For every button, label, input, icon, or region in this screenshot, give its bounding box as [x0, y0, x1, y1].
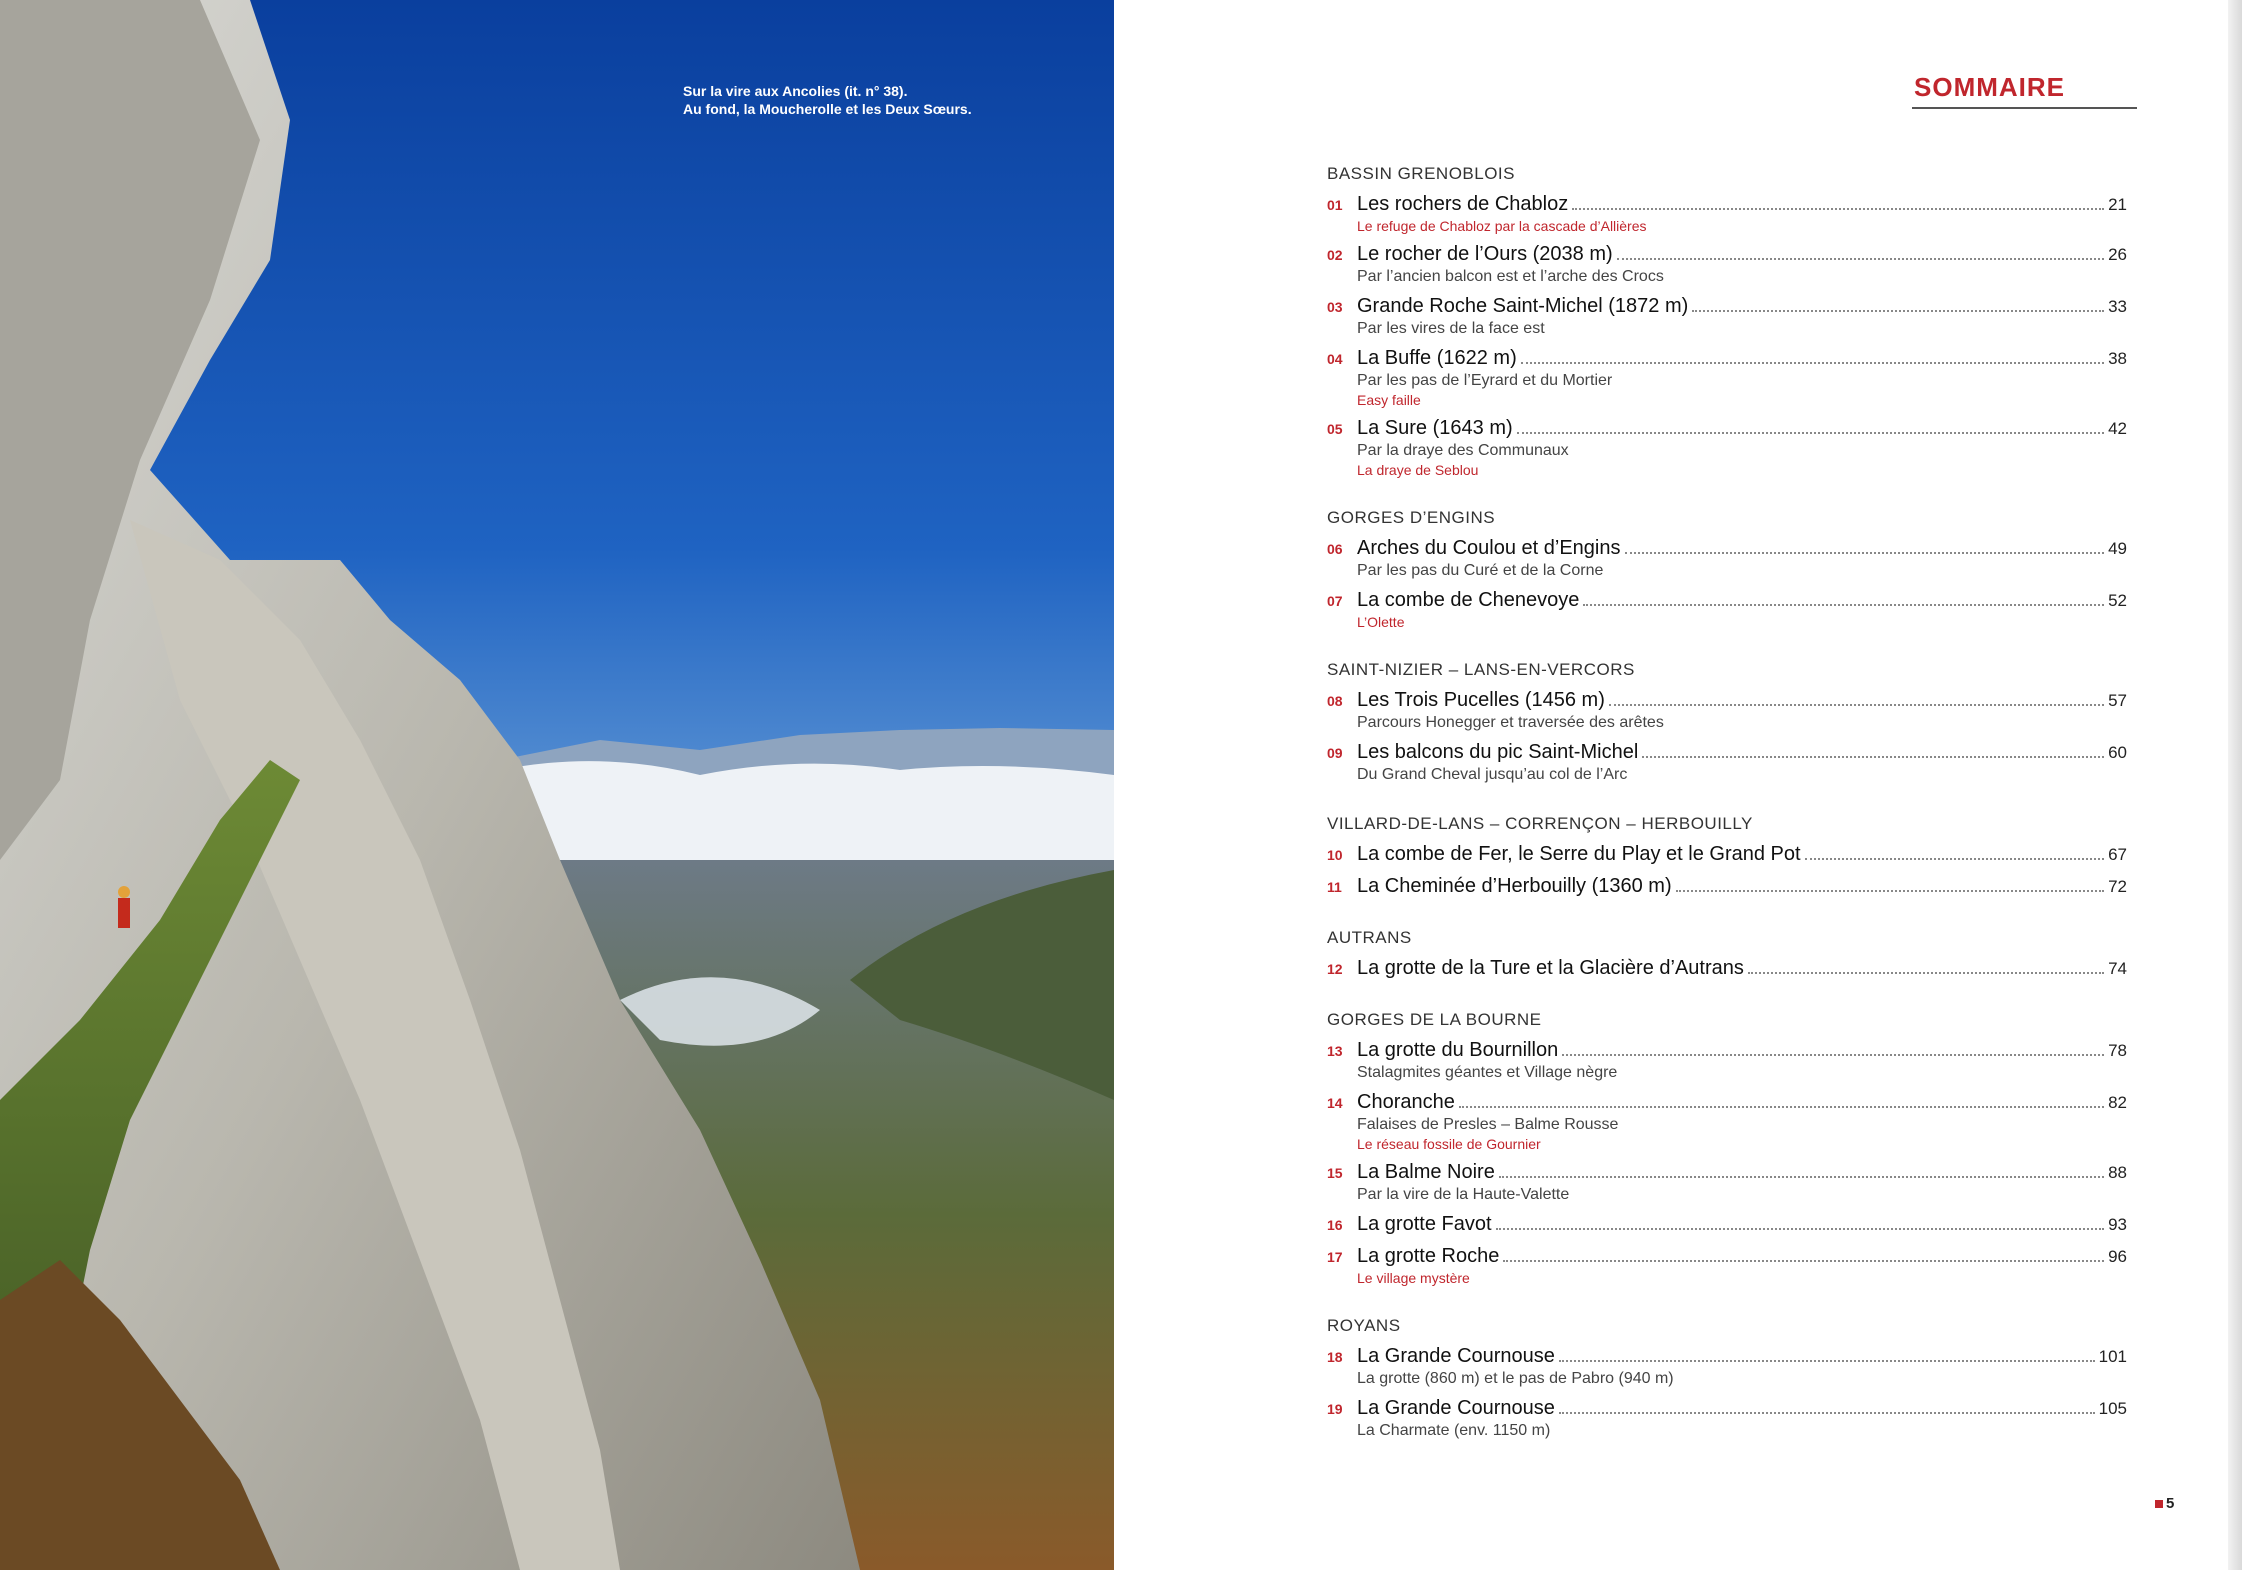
toc-section [1327, 813, 2127, 899]
toc-entry[interactable] [1327, 955, 2127, 981]
toc-section [1327, 927, 2127, 981]
toc-entry[interactable] [1327, 587, 2127, 631]
mountain-landscape-image [0, 0, 1114, 1570]
dot-leader [1609, 704, 2104, 706]
dot-leader [1459, 1106, 2104, 1108]
entry-title: La Cheminée d’Herbouilly (1360 m) [1357, 875, 1672, 897]
entry-page-number: 101 [2098, 1347, 2127, 1366]
caption-line-1: Sur la vire aux Ancolies (it. n° 38). [683, 83, 908, 99]
entry-number: 05 [1327, 421, 1343, 437]
entry-title: Choranche [1357, 1091, 1455, 1113]
dot-leader [1496, 1228, 2105, 1230]
entry-number: 19 [1327, 1401, 1343, 1417]
dot-leader [1572, 208, 2104, 210]
entry-note: L’Olette [1357, 614, 1405, 630]
dot-leader [1583, 604, 2104, 606]
entry-title: Les Trois Pucelles (1456 m) [1357, 689, 1605, 711]
toc-section [1327, 507, 2127, 631]
entry-number: 10 [1327, 847, 1343, 863]
entry-page-number: 105 [2098, 1399, 2127, 1418]
entry-page-number: 60 [2108, 743, 2127, 762]
entry-number: 17 [1327, 1249, 1343, 1265]
toc-entry[interactable] [1327, 241, 2127, 287]
toc-entry-line [1327, 1395, 2127, 1421]
entry-title: La combe de Fer, le Serre du Play et le Grand Pot [1357, 843, 1801, 865]
entry-subtitle: Par les pas du Curé et de la Corne [1357, 562, 1604, 579]
entry-page-number: 26 [2108, 245, 2127, 264]
entry-number: 14 [1327, 1095, 1343, 1111]
entry-subtitle: Par l’ancien balcon est et l’arche des Crocs [1357, 268, 1664, 285]
toc-entry[interactable] [1327, 415, 2127, 479]
entry-page-number: 74 [2108, 959, 2127, 978]
entry-number: 11 [1327, 879, 1342, 895]
toc-entry[interactable] [1327, 739, 2127, 785]
toc-entry[interactable] [1327, 345, 2127, 409]
toc-entry-line [1327, 1089, 2127, 1115]
entry-page-number: 93 [2108, 1215, 2127, 1234]
page-edge [2228, 0, 2242, 1570]
section-heading: VILLARD-DE-LANS – CORRENÇON – HERBOUILLY [1327, 814, 1753, 833]
toc-entry-line [1327, 955, 2127, 981]
entry-title: Les rochers de Chabloz [1357, 193, 1569, 215]
entry-page-number: 52 [2108, 591, 2127, 610]
entry-number: 09 [1327, 745, 1343, 761]
toc-entry-line [1327, 415, 2127, 441]
entry-number: 02 [1327, 247, 1343, 263]
entry-page-number: 78 [2108, 1041, 2127, 1060]
entry-note: Le village mystère [1357, 1270, 1470, 1286]
section-heading: ROYANS [1327, 1316, 1401, 1335]
entry-subtitle: La Charmate (env. 1150 m) [1357, 1422, 1551, 1439]
page-title: SOMMAIRE [1914, 72, 2065, 102]
dot-leader [1805, 858, 2105, 860]
dot-leader [1642, 756, 2104, 758]
entry-number: 03 [1327, 299, 1343, 315]
entry-title: Le rocher de l’Ours (2038 m) [1357, 243, 1613, 265]
contents-page [1114, 0, 2228, 1570]
entry-page-number: 96 [2108, 1247, 2127, 1266]
photo-caption [683, 82, 1023, 118]
page-number [2155, 1495, 2174, 1512]
toc-entry-line [1327, 1243, 2127, 1269]
entry-note: Easy faille [1357, 392, 1421, 408]
dot-leader [1617, 258, 2104, 260]
entry-subtitle: Stalagmites géantes et Village nègre [1357, 1064, 1618, 1081]
toc-entry-line [1327, 1159, 2127, 1185]
section-heading: GORGES DE LA BOURNE [1327, 1010, 1542, 1029]
dot-leader [1625, 552, 2105, 554]
entry-subtitle: Par les vires de la face est [1357, 320, 1545, 337]
entry-title: Les balcons du pic Saint-Michel [1357, 741, 1639, 763]
title-underline [1912, 107, 2137, 109]
entry-number: 12 [1327, 961, 1343, 977]
toc-entry[interactable] [1327, 535, 2127, 581]
section-heading: AUTRANS [1327, 928, 1412, 947]
toc-entry[interactable] [1327, 841, 2127, 867]
toc-entry[interactable] [1327, 1395, 2127, 1441]
toc-entry-line [1327, 1343, 2127, 1369]
toc-entry[interactable] [1327, 687, 2127, 733]
toc-section [1327, 659, 2127, 785]
toc-entry-line [1327, 873, 2127, 899]
toc-entry[interactable] [1327, 1211, 2127, 1237]
toc-section [1327, 1315, 2127, 1441]
entry-note: Le refuge de Chabloz par la cascade d’Allières [1357, 218, 1647, 234]
toc-entry-line [1327, 293, 2127, 319]
toc-entry-line [1327, 191, 2127, 217]
dot-leader [1562, 1054, 2104, 1056]
entry-title: Arches du Coulou et d’Engins [1357, 537, 1621, 559]
toc-entry[interactable] [1327, 873, 2127, 899]
entry-subtitle: Par la vire de la Haute-Valette [1357, 1186, 1570, 1203]
entry-number: 07 [1327, 593, 1343, 609]
entry-subtitle: Du Grand Cheval jusqu’au col de l’Arc [1357, 766, 1628, 783]
entry-title: La grotte du Bournillon [1357, 1039, 1559, 1061]
dot-leader [1503, 1260, 2104, 1262]
entry-subtitle: Par les pas de l’Eyrard et du Mortier [1357, 372, 1613, 389]
section-heading: SAINT-NIZIER – LANS-EN-VERCORS [1327, 660, 1635, 679]
entry-page-number: 88 [2108, 1163, 2127, 1182]
dot-leader [1692, 310, 2104, 312]
toc-entry-line [1327, 535, 2127, 561]
entry-subtitle: Par la draye des Communaux [1357, 442, 1569, 459]
mountain-photo [0, 0, 1114, 1570]
dot-leader [1748, 972, 2104, 974]
entry-page-number: 82 [2108, 1093, 2127, 1112]
toc-entry[interactable] [1327, 1343, 2127, 1389]
entry-note: La draye de Seblou [1357, 462, 1479, 478]
section-heading: GORGES D’ENGINS [1327, 508, 1496, 527]
toc-entry[interactable] [1327, 1037, 2127, 1083]
entry-title: La grotte de la Ture et la Glacière d’Autrans [1357, 957, 1744, 979]
entry-page-number: 38 [2108, 349, 2127, 368]
toc-entry[interactable] [1327, 1159, 2127, 1205]
entry-number: 01 [1327, 197, 1343, 213]
entry-note: Le réseau fossile de Gournier [1357, 1136, 1541, 1152]
entry-page-number: 67 [2108, 845, 2127, 864]
page-number-value: 5 [2166, 1495, 2175, 1512]
toc-section [1327, 1009, 2127, 1287]
dot-leader [1521, 362, 2104, 364]
toc-entry-line [1327, 241, 2127, 267]
toc-entry-line [1327, 841, 2127, 867]
toc-entry[interactable] [1327, 191, 2127, 235]
dot-leader [1676, 890, 2104, 892]
folio-square-icon [2155, 1500, 2163, 1508]
entry-title: Grande Roche Saint-Michel (1872 m) [1357, 295, 1689, 317]
entry-page-number: 72 [2108, 877, 2127, 896]
entry-title: La Sure (1643 m) [1357, 417, 1513, 439]
toc-entry[interactable] [1327, 293, 2127, 339]
toc-entry-line [1327, 739, 2127, 765]
entry-number: 16 [1327, 1217, 1343, 1233]
entry-subtitle: Falaises de Presles – Balme Rousse [1357, 1116, 1619, 1133]
entry-number: 06 [1327, 541, 1343, 557]
caption-line-2: Au fond, la Moucherolle et les Deux Sœurs. [683, 101, 972, 117]
section-heading: BASSIN GRENOBLOIS [1327, 164, 1515, 183]
toc-entry-line [1327, 687, 2127, 713]
toc-section [1327, 163, 2127, 479]
entry-title: La grotte Favot [1357, 1213, 1492, 1235]
entry-subtitle: Parcours Honegger et traversée des arêtes [1357, 714, 1664, 731]
entry-title: La Grande Cournouse [1357, 1345, 1555, 1367]
entry-page-number: 57 [2108, 691, 2127, 710]
entry-number: 18 [1327, 1349, 1343, 1365]
entry-page-number: 33 [2108, 297, 2127, 316]
entry-title: La combe de Chenevoye [1357, 589, 1580, 611]
entry-title: La grotte Roche [1357, 1245, 1500, 1267]
entry-number: 08 [1327, 693, 1343, 709]
toc-entry-line [1327, 1211, 2127, 1237]
dot-leader [1499, 1176, 2104, 1178]
dot-leader [1559, 1412, 2095, 1414]
entry-page-number: 49 [2108, 539, 2127, 558]
dot-leader [1559, 1360, 2095, 1362]
entry-number: 15 [1327, 1165, 1343, 1181]
entry-number: 13 [1327, 1043, 1343, 1059]
entry-subtitle: La grotte (860 m) et le pas de Pabro (940 m) [1357, 1370, 1674, 1387]
toc-entry[interactable] [1327, 1243, 2127, 1287]
entry-page-number: 21 [2108, 195, 2127, 214]
entry-number: 04 [1327, 351, 1343, 367]
entry-page-number: 42 [2108, 419, 2127, 438]
toc-entry-line [1327, 1037, 2127, 1063]
entry-title: La Balme Noire [1357, 1161, 1495, 1183]
toc-entry-line [1327, 345, 2127, 371]
toc-entry-line [1327, 587, 2127, 613]
entry-title: La Grande Cournouse [1357, 1397, 1555, 1419]
dot-leader [1517, 432, 2104, 434]
toc-entry[interactable] [1327, 1089, 2127, 1153]
entry-title: La Buffe (1622 m) [1357, 347, 1517, 369]
table-of-contents [1327, 163, 2127, 1469]
